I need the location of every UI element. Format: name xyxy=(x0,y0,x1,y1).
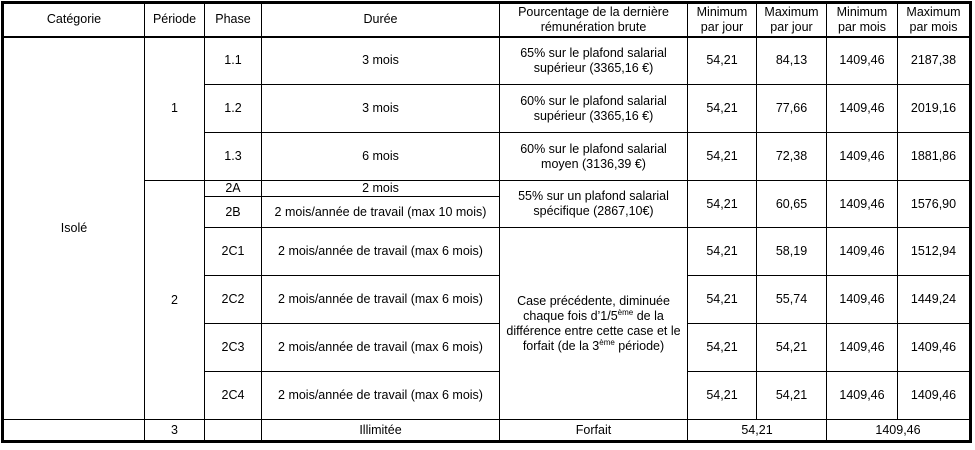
header-min-mois: Minimum par mois xyxy=(827,4,898,37)
phase-cell: 1.3 xyxy=(205,133,262,181)
header-categorie: Catégorie xyxy=(4,4,145,37)
min-jour-cell: 54,21 xyxy=(688,372,757,420)
min-mois-cell: 1409,46 xyxy=(827,181,898,228)
duree-cell: 3 mois xyxy=(262,85,500,133)
max-jour-cell: 54,21 xyxy=(757,324,827,372)
phase-cell: 2C3 xyxy=(205,324,262,372)
pct-cell: 60% sur le plafond salarial moyen (3136,39 €) xyxy=(500,133,688,181)
table-row xyxy=(4,181,970,197)
max-jour-cell: 60,65 xyxy=(757,181,827,228)
period-cell-1: 1 xyxy=(145,37,205,181)
max-mois-cell: 2187,38 xyxy=(898,37,970,85)
pct-cell-2c xyxy=(500,228,688,420)
min-mois-cell: 1409,46 xyxy=(827,372,898,420)
duree-cell: 2 mois/année de travail (max 6 mois) xyxy=(262,372,500,420)
table-row xyxy=(4,37,970,85)
min-mois-cell: 1409,46 xyxy=(827,37,898,85)
duree-cell: 2 mois/année de travail (max 6 mois) xyxy=(262,276,500,324)
phase-cell: 2B xyxy=(205,197,262,228)
per-month-cell: 1409,46 xyxy=(827,420,970,441)
pct-2c-part1: Case précédente, diminuée chaque fois d’1/5 xyxy=(517,293,670,323)
duree-cell: 2 mois/année de travail (max 6 mois) xyxy=(262,324,500,372)
pct-2c-part2: de la différence entre cette case et le forfait (de la 3 xyxy=(506,308,681,353)
phase-cell: 1.2 xyxy=(205,85,262,133)
min-mois-cell: 1409,46 xyxy=(827,85,898,133)
max-mois-cell: 1881,86 xyxy=(898,133,970,181)
header-periode: Période xyxy=(145,4,205,37)
min-mois-cell: 1409,46 xyxy=(827,133,898,181)
min-jour-cell: 54,21 xyxy=(688,228,757,276)
max-jour-cell: 54,21 xyxy=(757,372,827,420)
max-mois-cell: 2019,16 xyxy=(898,85,970,133)
max-jour-cell: 77,66 xyxy=(757,85,827,133)
max-jour-cell: 58,19 xyxy=(757,228,827,276)
pct-cell: Forfait xyxy=(500,420,688,441)
header-duree: Durée xyxy=(262,4,500,37)
duree-cell: 2 mois/année de travail (max 6 mois) xyxy=(262,228,500,276)
max-mois-cell: 1449,24 xyxy=(898,276,970,324)
min-jour-cell: 54,21 xyxy=(688,133,757,181)
empty-category-cell xyxy=(4,420,145,441)
duree-cell: 3 mois xyxy=(262,37,500,85)
min-jour-cell: 54,21 xyxy=(688,276,757,324)
header-phase: Phase xyxy=(205,4,262,37)
header-max-jour: Maximum par jour xyxy=(757,4,827,37)
category-cell: Isolé xyxy=(4,37,145,420)
empty-phase-cell xyxy=(205,420,262,441)
max-jour-cell: 72,38 xyxy=(757,133,827,181)
pct-cell-2ab: 55% sur un plafond salarial spécifique (2867,10€) xyxy=(500,181,688,228)
duree-cell: 2 mois/année de travail (max 10 mois) xyxy=(262,197,500,228)
max-jour-cell: 84,13 xyxy=(757,37,827,85)
max-mois-cell: 1409,46 xyxy=(898,324,970,372)
per-day-cell: 54,21 xyxy=(688,420,827,441)
min-jour-cell: 54,21 xyxy=(688,85,757,133)
pct-cell: 60% sur le plafond salarial supérieur (3365,16 €) xyxy=(500,85,688,133)
period-cell-2: 2 xyxy=(145,181,205,420)
header-row xyxy=(4,4,970,37)
header-max-mois: Maximum par mois xyxy=(898,4,970,37)
phase-cell: 2A xyxy=(205,181,262,197)
min-jour-cell: 54,21 xyxy=(688,324,757,372)
pct-cell: 65% sur le plafond salarial supérieur (3365,16 €) xyxy=(500,37,688,85)
phase-cell: 1.1 xyxy=(205,37,262,85)
min-mois-cell: 1409,46 xyxy=(827,324,898,372)
min-mois-cell: 1409,46 xyxy=(827,276,898,324)
duree-cell: 2 mois xyxy=(262,181,500,197)
phase-cell: 2C2 xyxy=(205,276,262,324)
max-mois-cell: 1512,94 xyxy=(898,228,970,276)
pct-2c-sup2: ème xyxy=(599,337,615,347)
min-mois-cell: 1409,46 xyxy=(827,228,898,276)
max-jour-cell: 55,74 xyxy=(757,276,827,324)
phase-cell: 2C1 xyxy=(205,228,262,276)
period-cell-3: 3 xyxy=(145,420,205,441)
max-mois-cell: 1576,90 xyxy=(898,181,970,228)
allocation-table xyxy=(3,3,970,441)
duree-cell: Illimitée xyxy=(262,420,500,441)
min-jour-cell: 54,21 xyxy=(688,181,757,228)
pct-2c-sup1: ème xyxy=(617,307,634,317)
max-mois-cell: 1409,46 xyxy=(898,372,970,420)
header-pourcentage: Pourcentage de la dernière rémunération brute xyxy=(500,4,688,37)
duree-cell: 6 mois xyxy=(262,133,500,181)
table-row-last xyxy=(4,420,970,441)
pct-2c-part3: période) xyxy=(614,338,665,353)
header-min-jour: Minimum par jour xyxy=(688,4,757,37)
phase-cell: 2C4 xyxy=(205,372,262,420)
min-jour-cell: 54,21 xyxy=(688,37,757,85)
